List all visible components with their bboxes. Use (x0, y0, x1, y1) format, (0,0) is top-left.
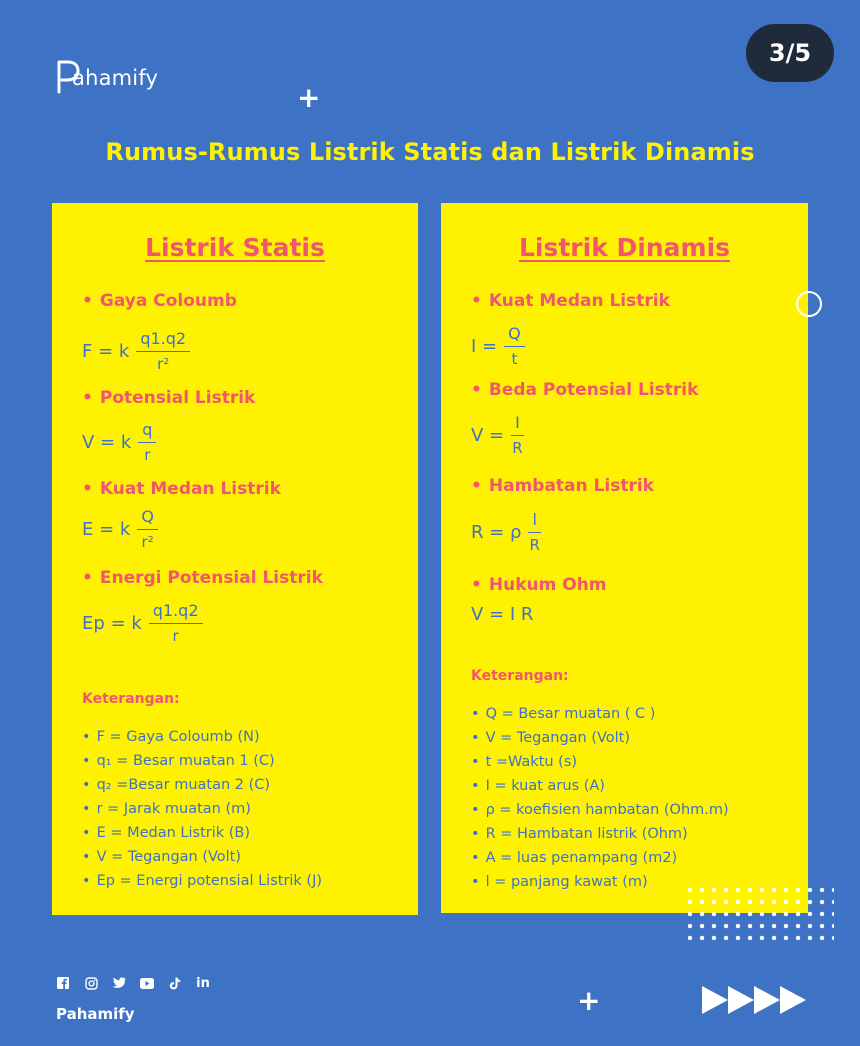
denominator: r (172, 627, 179, 645)
fraction (504, 324, 525, 368)
circle-decoration-icon (796, 291, 822, 317)
denominator: r² (141, 533, 154, 551)
denominator: r (144, 446, 151, 464)
facebook-icon[interactable] (56, 976, 70, 990)
formula-lhs: R = ρ (471, 521, 522, 543)
section-title: • Kuat Medan Listrik (82, 479, 281, 499)
formula-energi-potensial (82, 601, 203, 645)
keterangan-title: Keterangan: (471, 668, 569, 684)
formula-lhs: F = k (82, 340, 130, 362)
list-item: • l = panjang kawat (m) (471, 870, 729, 894)
twitter-icon[interactable] (112, 976, 126, 990)
next-arrows-icon (702, 986, 808, 1014)
list-item: • V = Tegangan (Volt) (471, 726, 729, 750)
list-item: • t =Waktu (s) (471, 750, 729, 774)
plus-decoration-icon: + (297, 81, 321, 114)
denominator: R (529, 536, 540, 554)
formula-hambatan (471, 510, 541, 554)
list-item: • ρ = koefisien hambatan (Ohm.m) (471, 798, 729, 822)
numerator: Q (137, 507, 158, 530)
list-item: • r = Jarak muatan (m) (82, 797, 322, 821)
pahamify-logo-icon (56, 58, 78, 92)
denominator: t (511, 350, 518, 368)
listrik-statis-card (52, 203, 418, 915)
brand-name: ahamify (72, 66, 159, 90)
section-title: • Hukum Ohm (471, 575, 607, 595)
section-title: • Hambatan Listrik (471, 476, 654, 496)
instagram-icon[interactable] (84, 976, 98, 990)
denominator: R (512, 439, 523, 457)
formula-lhs: I = (471, 335, 498, 357)
list-item: • V = Tegangan (Volt) (82, 845, 322, 869)
numerator: Q (504, 324, 525, 347)
numerator: q (138, 420, 156, 443)
list-item: • q₂ =Besar muatan 2 (C) (82, 773, 322, 797)
formula-lhs: V = k (82, 431, 132, 453)
social-links (56, 976, 210, 990)
list-item: • A = luas penampang (m2) (471, 846, 729, 870)
fraction (138, 420, 156, 464)
keterangan-list (82, 725, 322, 893)
list-item: • F = Gaya Coloumb (N) (82, 725, 322, 749)
section-title: • Potensial Listrik (82, 388, 255, 408)
numerator: I (511, 413, 524, 436)
fraction (136, 329, 190, 373)
list-item: • I = kuat arus (A) (471, 774, 729, 798)
formula-beda-potensial (471, 413, 524, 457)
formula-lhs: Ep = k (82, 612, 142, 634)
fraction (511, 413, 524, 457)
list-item: • E = Medan Listrik (B) (82, 821, 322, 845)
numerator: l (528, 510, 540, 533)
dot-grid-decoration (684, 884, 834, 944)
formula-kuat-medan (82, 507, 158, 551)
list-item: • Q = Besar muatan ( C ) (471, 702, 729, 726)
fraction (528, 510, 540, 554)
brand-logo (56, 58, 158, 92)
section-title: • Gaya Coloumb (82, 291, 237, 311)
numerator: q1.q2 (136, 329, 190, 352)
card-heading: Listrik Statis (145, 233, 325, 262)
listrik-dinamis-card (441, 203, 808, 913)
list-item: • Ep = Energi potensial Listrik (J) (82, 869, 322, 893)
list-item: • R = Hambatan listrik (Ohm) (471, 822, 729, 846)
plus-decoration-icon: + (577, 984, 601, 1017)
section-title: • Beda Potensial Listrik (471, 380, 698, 400)
fraction (137, 507, 158, 551)
keterangan-list (471, 702, 729, 894)
list-item: • q₁ = Besar muatan 1 (C) (82, 749, 322, 773)
footer-brand: Pahamify (56, 1005, 135, 1023)
youtube-icon[interactable] (140, 976, 154, 990)
page-indicator: 3/5 (746, 24, 834, 82)
card-heading: Listrik Dinamis (518, 233, 731, 262)
formula-potensial-listrik (82, 420, 156, 464)
linkedin-icon[interactable]: in (196, 975, 210, 991)
formula-lhs: V = (471, 424, 505, 446)
section-title: • Kuat Medan Listrik (471, 291, 670, 311)
denominator: r² (157, 355, 170, 373)
page-title: Rumus-Rumus Listrik Statis dan Listrik Dinamis (105, 138, 755, 166)
keterangan-title: Keterangan: (82, 691, 180, 707)
formula-kuat-arus (471, 324, 525, 368)
formula-lhs: E = k (82, 518, 131, 540)
section-title: • Energi Potensial Listrik (82, 568, 323, 588)
fraction (149, 601, 203, 645)
formula-gaya-coloumb (82, 329, 190, 373)
formula-hukum-ohm: V = I R (471, 604, 534, 625)
numerator: q1.q2 (149, 601, 203, 624)
tiktok-icon[interactable] (168, 976, 182, 990)
